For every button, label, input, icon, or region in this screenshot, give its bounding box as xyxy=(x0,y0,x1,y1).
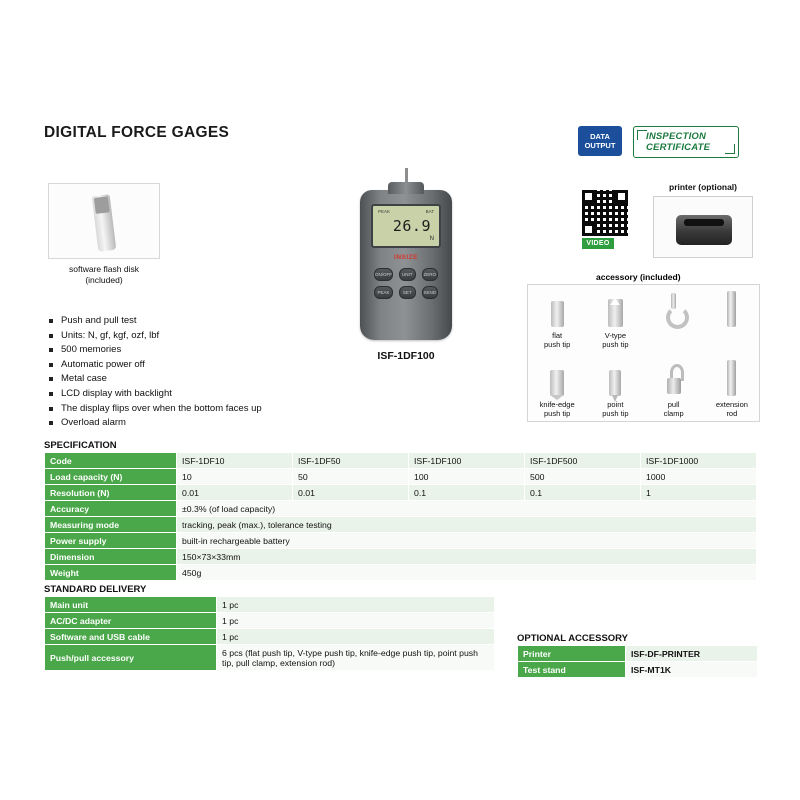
accessory-item xyxy=(645,354,703,423)
inspection-certificate-badge xyxy=(633,126,739,158)
accessory-label-line1: pull xyxy=(667,400,680,409)
accessory-item xyxy=(528,285,586,354)
row-label: Printer xyxy=(518,646,626,662)
gauge-key: ZERO xyxy=(422,268,439,281)
cell: 0.1 xyxy=(525,485,641,501)
qr-code-icon xyxy=(582,190,628,236)
gauge-lcd-screen xyxy=(371,204,441,248)
qr-finder-icon xyxy=(582,190,595,203)
pull-clamp-hook-icon xyxy=(663,293,685,327)
printer-icon xyxy=(676,215,732,245)
cell: built-in rechargeable battery xyxy=(177,533,757,549)
accessory-panel xyxy=(527,284,760,422)
cell: ISF-1DF100 xyxy=(409,453,525,469)
cell: tracking, peak (max.), tolerance testing xyxy=(177,517,757,533)
inspection-line2: CERTIFICATE xyxy=(646,142,711,153)
qr-code-block xyxy=(582,190,630,249)
cell: 1 pc xyxy=(217,613,495,629)
cell: 50 xyxy=(293,469,409,485)
row-label: AC/DC adapter xyxy=(45,613,217,629)
accessory-label-line2: push tip xyxy=(543,340,571,349)
point-push-tip-icon xyxy=(609,370,621,396)
v-type-push-tip-icon xyxy=(608,299,623,327)
list-item: 500 memories xyxy=(48,343,262,358)
table-row xyxy=(45,485,757,501)
cell: 1 pc xyxy=(217,629,495,645)
table-row xyxy=(45,645,495,671)
feature-list xyxy=(48,314,262,431)
corner-mark-icon xyxy=(725,144,735,154)
gauge-key: UNIT xyxy=(399,268,416,281)
printer-optional-block xyxy=(648,182,758,258)
cell: 6 pcs (flat push tip, V-type push tip, knife-edge push tip, point push tip, pull clamp, extension rod) xyxy=(217,645,495,671)
cell: 500 xyxy=(525,469,641,485)
list-item: The display flips over when the bottom faces up xyxy=(48,402,262,417)
optional-accessory-table xyxy=(517,645,758,678)
extension-rod-icon xyxy=(727,291,736,327)
standard-delivery-heading: STANDARD DELIVERY xyxy=(44,584,147,595)
accessory-label-line1: knife-edge xyxy=(539,400,575,409)
accessory-label-line2: push tip xyxy=(602,409,629,418)
specification-heading: SPECIFICATION xyxy=(44,440,117,451)
accessory-label-line2: clamp xyxy=(663,409,684,418)
inspection-certificate-text xyxy=(646,131,710,153)
accessory-title: accessory (included) xyxy=(596,272,681,282)
accessory-label-line1: point xyxy=(607,400,624,409)
table-row xyxy=(45,597,495,613)
flash-disk-image-frame xyxy=(48,183,160,259)
table-row xyxy=(45,549,757,565)
force-gauge-block xyxy=(338,168,474,362)
gauge-key: ON/OFF xyxy=(374,268,393,281)
gauge-model-caption: ISF-1DF100 xyxy=(377,350,435,362)
accessory-item xyxy=(645,285,703,354)
knife-edge-push-tip-icon xyxy=(550,370,564,396)
data-output-badge xyxy=(578,126,622,156)
cell: 1 pc xyxy=(217,597,495,613)
gauge-mode-label: PEAK xyxy=(378,209,391,214)
row-label: Resolution (N) xyxy=(45,485,177,501)
data-output-line2: OUTPUT xyxy=(584,141,616,150)
gauge-brand-label: INSIZE xyxy=(394,254,418,261)
row-label: Measuring mode xyxy=(45,517,177,533)
extension-rod-icon xyxy=(727,360,736,396)
flash-caption-line2: (included) xyxy=(85,275,123,285)
cell: ±0.3% (of load capacity) xyxy=(177,501,757,517)
cell: 100 xyxy=(409,469,525,485)
list-item: Overload alarm xyxy=(48,416,262,431)
qr-finder-icon xyxy=(582,223,595,236)
table-row xyxy=(518,646,758,662)
row-label: Software and USB cable xyxy=(45,629,217,645)
flash-disk-block xyxy=(45,183,163,286)
table-row xyxy=(45,613,495,629)
cell: 450g xyxy=(177,565,757,581)
list-item: Push and pull test xyxy=(48,314,262,329)
cell: 150×73×33mm xyxy=(177,549,757,565)
accessory-label-line1: flat xyxy=(552,331,563,340)
video-label: VIDEO xyxy=(582,238,614,249)
cell: 0.01 xyxy=(293,485,409,501)
row-label: Push/pull accessory xyxy=(45,645,217,671)
cell: 1 xyxy=(641,485,757,501)
printer-caption: printer (optional) xyxy=(669,182,737,192)
row-label: Test stand xyxy=(518,662,626,678)
usb-flash-drive-icon xyxy=(92,194,117,252)
cell: ISF-1DF50 xyxy=(293,453,409,469)
pull-clamp-icon xyxy=(664,364,684,396)
specification-table xyxy=(44,452,757,581)
flat-push-tip-icon xyxy=(551,301,564,327)
table-row xyxy=(45,533,757,549)
table-row xyxy=(518,662,758,678)
accessory-label-line1: extension xyxy=(715,400,748,409)
accessory-label-line2: rod xyxy=(726,409,738,418)
accessory-item xyxy=(586,285,644,354)
list-item: Automatic power off xyxy=(48,358,262,373)
cell: 1000 xyxy=(641,469,757,485)
cell: 0.1 xyxy=(409,485,525,501)
gauge-key: SEND xyxy=(422,286,439,299)
optional-accessory-heading: OPTIONAL ACCESSORY xyxy=(517,633,629,644)
row-label: Main unit xyxy=(45,597,217,613)
row-label: Accuracy xyxy=(45,501,177,517)
gauge-body xyxy=(360,190,452,340)
table-row xyxy=(45,453,757,469)
page-title: DIGITAL FORCE GAGES xyxy=(44,124,230,141)
gauge-battery-label: BAT xyxy=(425,209,434,214)
row-label: Power supply xyxy=(45,533,177,549)
accessory-item xyxy=(703,285,761,354)
cell: ISF-1DF500 xyxy=(525,453,641,469)
table-row xyxy=(45,629,495,645)
table-row xyxy=(45,469,757,485)
accessory-label-line1: V-type xyxy=(604,331,626,340)
accessory-label-line2: push tip xyxy=(543,409,571,418)
gauge-lcd-statusbar xyxy=(378,209,434,214)
cell: ISF-MT1K xyxy=(626,662,758,678)
gauge-key: SET xyxy=(399,286,416,299)
table-row xyxy=(45,501,757,517)
printer-image-frame xyxy=(653,196,753,258)
flash-disk-caption xyxy=(45,264,163,286)
gauge-keypad xyxy=(374,268,438,299)
row-label: Code xyxy=(45,453,177,469)
gauge-reading-value: 26.9 xyxy=(392,217,431,235)
accessory-item xyxy=(586,354,644,423)
flash-caption-line1: software flash disk xyxy=(69,264,139,274)
accessory-item xyxy=(528,354,586,423)
inspection-line1: INSPECTION xyxy=(646,131,707,142)
certification-badges xyxy=(578,126,739,158)
cell: ISF-DF-PRINTER xyxy=(626,646,758,662)
cell: ISF-1DF1000 xyxy=(641,453,757,469)
row-label: Dimension xyxy=(45,549,177,565)
table-row xyxy=(45,565,757,581)
accessory-label-line2: push tip xyxy=(602,340,629,349)
standard-delivery-table xyxy=(44,596,495,671)
row-label: Load capacity (N) xyxy=(45,469,177,485)
gauge-shoulder xyxy=(388,182,424,194)
row-label: Weight xyxy=(45,565,177,581)
gauge-key: PEAK xyxy=(374,286,393,299)
cell: 0.01 xyxy=(177,485,293,501)
data-output-line1: DATA xyxy=(590,132,610,141)
list-item: Units: N, gf, kgf, ozf, lbf xyxy=(48,329,262,344)
qr-finder-icon xyxy=(615,190,628,203)
table-row xyxy=(45,517,757,533)
list-item: Metal case xyxy=(48,372,262,387)
list-item: LCD display with backlight xyxy=(48,387,262,402)
cell: ISF-1DF10 xyxy=(177,453,293,469)
accessory-item xyxy=(703,354,761,423)
gauge-reading-unit: N xyxy=(429,236,434,242)
cell: 10 xyxy=(177,469,293,485)
